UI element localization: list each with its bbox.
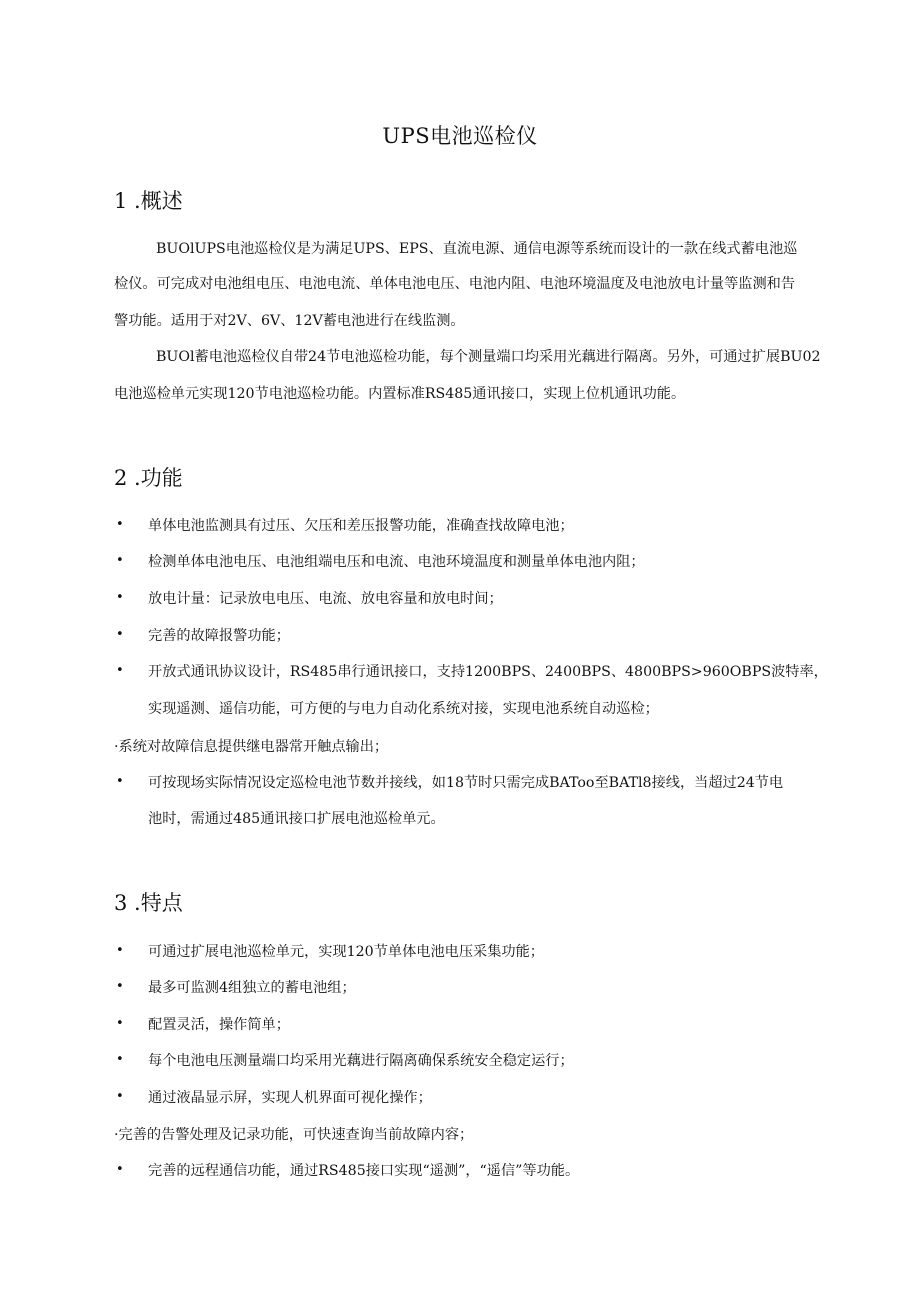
feature-item-1: 可通过扩展电池巡检单元，实现120节单体电池电压采集功能； — [148, 944, 544, 960]
bullet-icon: • — [116, 1089, 124, 1104]
bullet-icon: • — [116, 590, 124, 605]
feature-item-4: 每个电池电压测量端口均采用光藕进行隔离确保系统安全稳定运行； — [148, 1053, 574, 1069]
function-item-3: 放电计量：记录放电电压、电流、放电容量和放电时间； — [148, 591, 503, 607]
bullet-icon: • — [116, 627, 124, 642]
feature-item-2: 最多可监测4组独立的蓄电池组； — [148, 980, 356, 996]
feature-item-3: 配置灵活，操作简单； — [148, 1017, 290, 1033]
bullet-icon: • — [116, 979, 124, 994]
function-item-4: 完善的故障报警功能； — [148, 628, 290, 644]
bullet-icon: • — [116, 1016, 124, 1031]
overview-paragraph-1-line-3: 警功能。适用于对2V、6V、12V蓄电池进行在线监测。 — [114, 313, 465, 329]
bullet-icon: • — [116, 663, 124, 678]
bullet-icon: • — [116, 553, 124, 568]
overview-paragraph-1-line-2: 检仪。可完成对电池组电压、电池电流、单体电池电压、电池内阻、电池环境温度及电池放电计量等监测和告 — [114, 276, 796, 292]
function-item-5-line-1: 开放式通讯协议设计，RS485串行通讯接口，支持1200BPS、2400BPS、4800BPS>960OBPS波特率， — [148, 664, 828, 680]
section-heading-functions: 2 .功能 — [114, 466, 183, 490]
bullet-icon: • — [116, 1162, 124, 1177]
bullet-icon: • — [116, 943, 124, 958]
feature-item-6: ·完善的告警处理及记录功能，可快速查询当前故障内容； — [114, 1127, 474, 1143]
overview-paragraph-1-line-1: BUOlUPS电池巡检仪是为满足UPS、EPS、直流电源、通信电源等系统而设计的一款在线式蓄电池巡 — [156, 241, 798, 257]
function-item-6: ·系统对故障信息提供继电器常开触点输出； — [114, 739, 389, 755]
overview-paragraph-2-line-1: BUOl蓄电池巡检仪自带24节电池巡检功能，每个测量端口均采用光藕进行隔离。另外，可通过扩展BU02 — [156, 349, 821, 365]
function-item-7-line-2: 池时，需通过485通讯接口扩展电池巡检单元。 — [148, 811, 445, 827]
section-heading-overview: 1 .概述 — [114, 189, 183, 213]
function-item-5-line-2: 实现遥测、遥信功能，可方便的与电力自动化系统对接，实现电池系统自动巡检； — [148, 701, 659, 717]
function-item-2: 检测单体电池电压、电池组端电压和电流、电池环境温度和测量单体电池内阻； — [148, 554, 645, 570]
feature-item-5: 通过液晶显示屏，实现人机界面可视化操作； — [148, 1090, 432, 1106]
feature-item-7: 完善的远程通信功能，通过RS485接口实现“遥测”，“遥信”等功能。 — [148, 1163, 580, 1179]
section-heading-features: 3 .特点 — [114, 891, 183, 915]
overview-paragraph-2-line-2: 电池巡检单元实现120节电池巡检功能。内置标准RS485通讯接口，实现上位机通讯功能。 — [114, 386, 686, 402]
bullet-icon: • — [116, 1052, 124, 1067]
bullet-icon: • — [116, 774, 124, 789]
function-item-1: 单体电池监测具有过压、欠压和差压报警功能，准确查找故障电池； — [148, 518, 574, 534]
bullet-icon: • — [116, 517, 124, 532]
document-title: UPS电池巡检仪 — [382, 124, 538, 148]
function-item-7-line-1: 可按现场实际情况设定巡检电池节数并接线，如18节时只需完成BAToo至BATl8接线，当超过24节电 — [148, 775, 784, 791]
